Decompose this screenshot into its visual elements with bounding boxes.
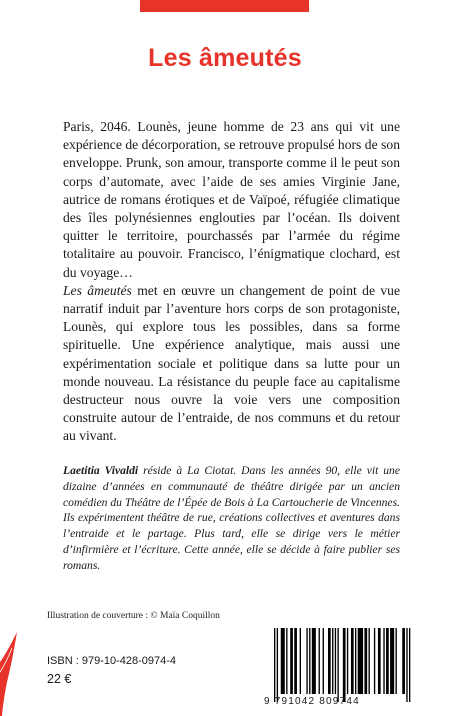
- author-name: Laetitia Vivaldi: [63, 464, 139, 477]
- author-bio: [63, 463, 400, 574]
- isbn-label: ISBN : 979-10-428-0974-4: [47, 655, 177, 667]
- blurb-paragraph-1: Paris, 2046. Lounès, jeune homme de 23 ans qui vit une expérience de décorporation, se retrouve propulsé hors de son enveloppe. Prunk, son amour, transporte comme il le peut son corps d’automate, avec l’aide de ses amies Virginie Jane, autrice de romans érotiques et de Vaïpoé, réfugiée climatique des îles polynésiennes englouties par l’océan. Ils doivent quitter le territoire, pourchassés par l’armée du régime totalitaire au pouvoir. Francisco, l’énigmatique clochard, est du voyage…: [63, 119, 400, 280]
- red-quill-icon: [0, 632, 18, 716]
- top-accent-bar: [140, 0, 309, 12]
- barcode-digits: 9 791042 809744: [264, 696, 360, 707]
- author-bio-text: réside à La Ciotat. Dans les années 90, elle vit une dizaine d’années en communauté de théâtre dirigée par un ancien comédien du Théâtre de l’Épée de Bois à La Cartoucherie de Vincennes. Ils expérimentent théâtre de rue, créations collectives et aventures dans l’entraide et le partage. Plus tard, elle se dirige vers le métier d’infirmière et l’écriture. Cette année, elle se décide à faire publier ses romans.: [63, 464, 400, 572]
- book-title: Les âmeutés: [148, 44, 302, 72]
- blurb-paragraph-2: [63, 282, 400, 446]
- cover-credit: Illustration de couverture : © Maïa Coquillon: [47, 611, 220, 621]
- price-label: 22 €: [47, 672, 72, 686]
- blurb-title-ref: Les âmeutés: [63, 282, 132, 298]
- blurb-paragraph-2-text: met en œuvre un changement de point de vue narratif induit par l’aventure hors corps de son protagoniste, Lounès, qui explore tous les possibles, dans sa forme spirituelle. Une expérience analytique, mais aussi une expérimentation sociale et politique dans sa lutte pour un monde nouveau. La résistance du peuple face au capitalisme destructeur nous ouvre la voie vers une composition construite autour de l’entraide, de nos communs et du retour au vivant.: [63, 282, 400, 444]
- back-cover-blurb: [63, 118, 400, 446]
